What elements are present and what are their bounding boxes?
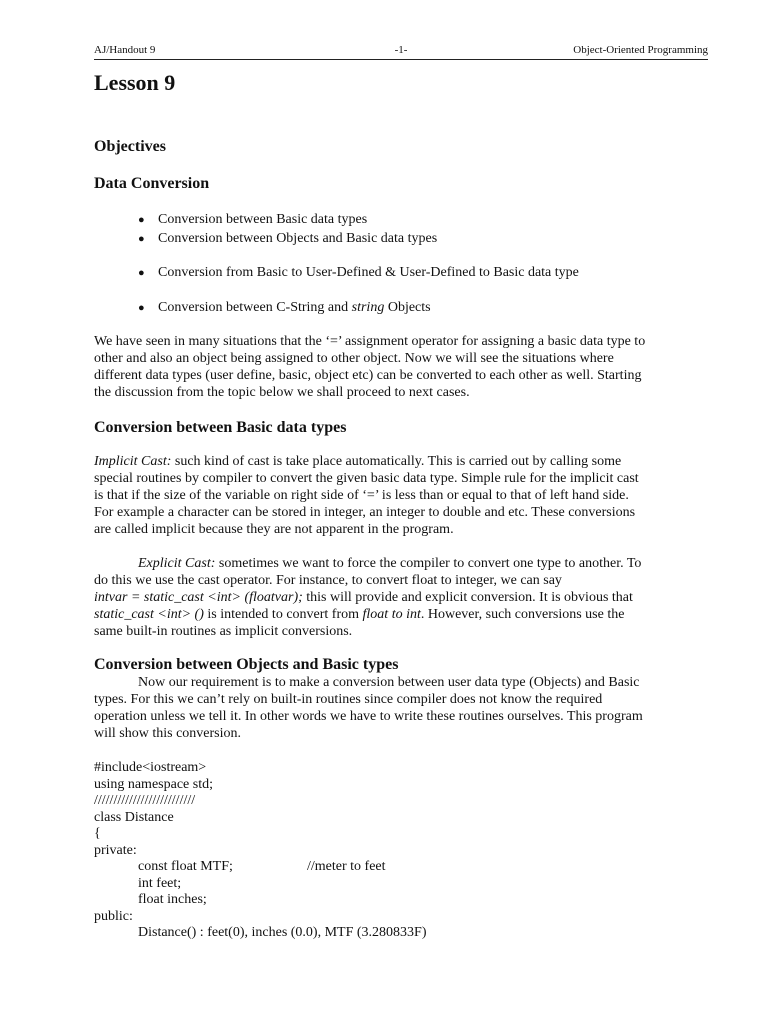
code-comment: //meter to feet [307,859,386,874]
section-heading-basic-types: Conversion between Basic data types [94,419,347,436]
code-line: int feet; [138,875,182,891]
bullet-icon: ● [138,267,145,279]
bullet-icon: ● [138,214,145,226]
code-line: float inches; [138,892,207,907]
objectives-heading: Objectives [94,138,166,155]
lesson-title: Lesson 9 [94,70,176,95]
code-line: Distance() : feet(0), inches (0.0), MTF (3.280833F) [138,925,427,940]
header-handout-id: AJ/Handout 9 [94,44,156,56]
section-heading-objects-basic: Conversion between Objects and Basic types [94,656,399,673]
code-listing [94,760,426,942]
code-line: const float MTF; //meter to feet [138,859,386,874]
page-header [94,41,708,60]
code-line: #include<iostream> [94,760,207,775]
code-line: ////////////////////////// [94,793,196,808]
header-course-title: Object-Oriented Programming [573,44,708,56]
header-page-number: -1- [394,44,408,56]
data-conversion-heading: Data Conversion [94,175,210,192]
objects-basic-paragraph: Now our requirement is to make a conversion between user data type (Objects) and Basic types. For this we can’t rely on built-in routines since compiler does not know the required operation unless we tell it. In other words we have to write these routines ourselves. This program will show this conversion. [94,675,643,741]
code-line: class Distance [94,809,174,825]
bullet-icon: ● [138,302,145,314]
intro-paragraph: We have seen in many situations that the ‘=’ assignment operator for assigning a basic data type to other and also an object being assigned to other object. Now we will see the situations where different data types (user define, basic, object etc) can be converted to each other as well. Starting the discussion from the topic below we shall proceed to next cases. [94,334,646,400]
code-line: private: [94,842,137,858]
bullet-icon: ● [138,233,145,245]
implicit-cast-paragraph: Implicit Cast: such kind of cast is take place automatically. This is carried out by calling some special routines by compiler to convert the given basic data type. Simple rule for the implicit cast is that if the size of the variable on right side of ‘=’ is less than or equal to that of left hand side. For example a character can be stored in integer, an integer to double and etc. These conversions are called implicit because they are not apparent in the program. [94,454,639,537]
code-line: public: [94,908,133,924]
code-line: using namespace std; [94,776,213,792]
explicit-cast-paragraph: Explicit Cast: sometimes we want to force the compiler to convert one type to another. To do this we use the cast operator. For instance, to convert float to integer, we can say intvar = static_cast <int> (floatvar); this will provide and explicit conversion. It is obvious that static_cast <int> () is intended to convert from float to int. However, such conversions use the same built-in routines as implicit conversions. [94,556,642,639]
code-line: { [94,826,101,841]
document-page: AJ/Handout 9 -1- Object-Oriented Programming Lesson 9 Objectives Data Conversion ● Conversion between Basic data types ● Conversion between Objects and Basic data types ● Conversion from Basic to User-Defined & User-Defined to Basic data type ● Conversion between C-String and string Objects We have seen in many situations that the ‘=’ assignment operator for assigning a basic data type to other and also an object being assigned to other object. Now we will see the situations where different data types (user define, basic, object etc) can be converted to each other as well. Starting the discussion from the topic below we shall proceed to next cases. Conversion between Basic data types Implicit Cast: such kind of cast is take place automatically. This is carried out by calling some special routines by compiler to convert the given basic data type. Simple rule for the implicit cast is that if the size of the variable on right side of ‘=’ is less than or equal to that of left hand side. For example a character can be stored in integer, an integer to double and etc. These conversions are called implicit because they are not apparent in the program. Explicit Cast: sometimes we want to force the compiler to convert one type to another. To do this we use the cast operator. For instance, to convert float to integer, we can say intvar = static_cast <int> (floatvar); this will provide and explicit conversion. It is obvious that static_cast <int> () is intended to convert from float to int. However, such conversions use the same built-in routines as implicit conversions. Conversion between Objects and Basic types Now our requirement is to make a conversion between user data type (Objects) and Basic types. For this we can’t rely on built-in routines since compiler does not know the required operation unless we tell it. In other words we have to write these routines ourselves. This program will show this conversion. #include<iostream> using namespace std; ////////////////////////// class Distance { private: const float MTF; //meter to feet int feet; float inches; public: Distance() : feet(0), inches (0.0), MTF (3.280833F) [0,0,768,1024]
